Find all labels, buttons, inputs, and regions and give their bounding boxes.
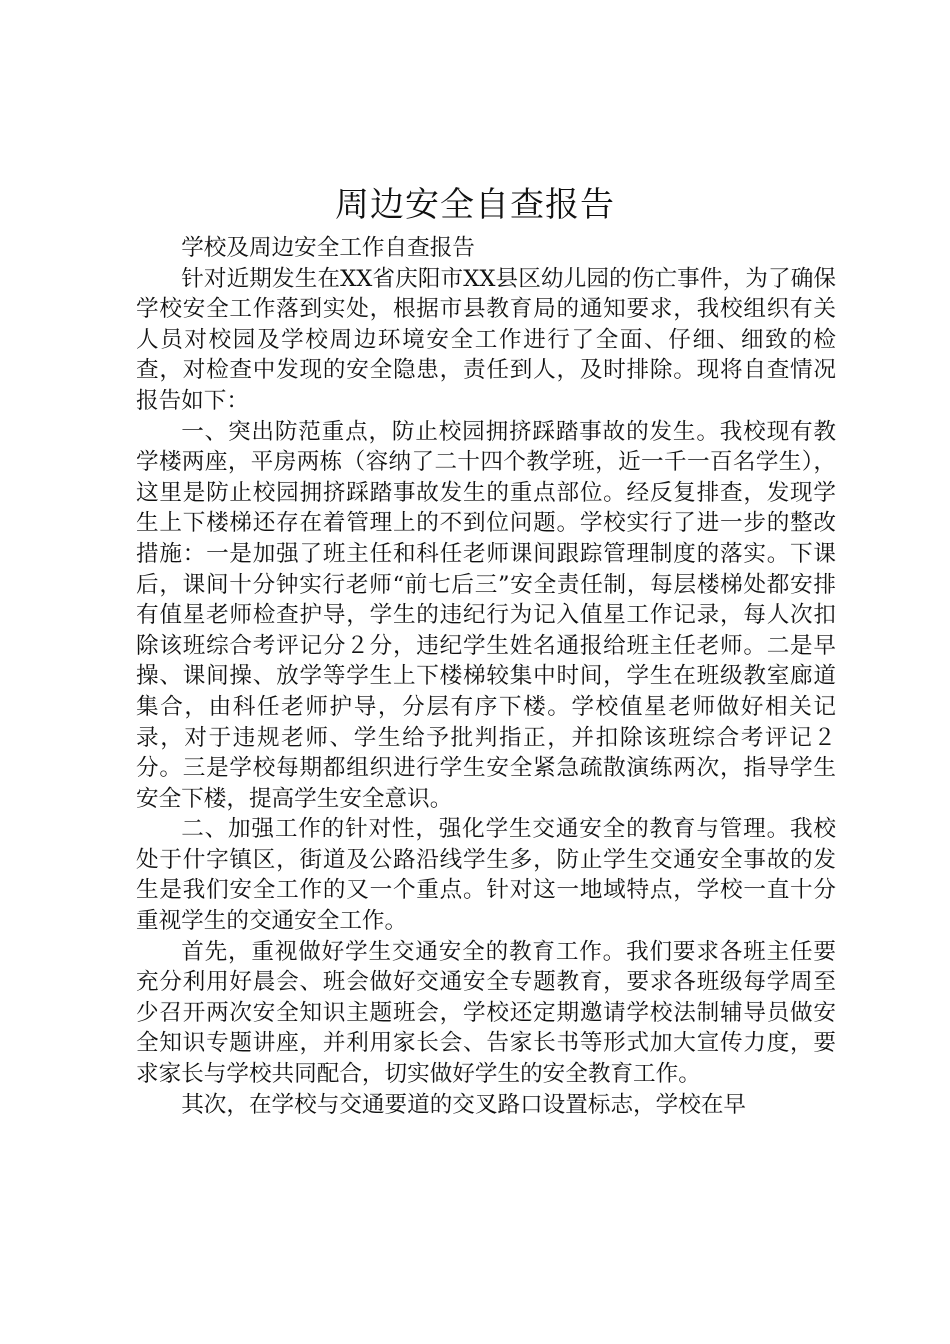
paragraph-first-measure: 首先，重视做好学生交通安全的教育工作。我们要求各班主任要充分利用好晨会、班会做好交通安全专题教育，要求各班级每学周至少召开两次安全知识主题班会，学校还定期邀请学校法制辅导员做安全知识专题讲座，并利用家长会、告家长书等形式加大宣传力度，要求家长与学校共同配合，切实做好学生的安全教育工作。 [136, 938, 836, 1088]
paragraph-section-2: 二、加强工作的针对性，强化学生交通安全的教育与管理。我校处于什字镇区，街道及公路沿线学生多，防止学生交通安全事故的发生是我们安全工作的又一个重点。针对这一地域特点，学校一直十分重视学生的交通安全工作。 [136, 816, 836, 935]
paragraph-section-1: 一、突出防范重点，防止校园拥挤踩踏事故的发生。我校现有教学楼两座，平房两栋（容纳了二十四个教学班，近一千一百名学生），这里是防止校园拥挤踩踏事故发生的重点部位。经反复排查，发现学生上下楼梯还存在着管理上的不到位问题。学校实行了进一步的整改措施：一是加强了班主任和科任老师课间跟踪管理制度的落实。下课后，课间十分钟实行老师“前七后三”安全责任制，每层楼梯处都安排有值星老师检查护导，学生的违纪行为记入值星工作记录，每人次扣除该班综合考评记分２分，违纪学生姓名通报给班主任老师。二是早操、课间操、放学等学生上下楼梯较集中时间，学生在班级教室廊道集合，由科任老师护导，分层有序下楼。学校值星老师做好相关记录，对于违规老师、学生给予批判指正，并扣除该班综合考评记２分。三是学校每期都组织进行学生安全紧急疏散演练两次，指导学生安全下楼，提高学生安全意识。 [136, 418, 836, 812]
document-body [136, 233, 836, 1120]
document-title: 周边安全自查报告 [335, 185, 615, 225]
paragraph-second-measure: 其次，在学校与交通要道的交叉路口设置标志，学校在早 [181, 1091, 747, 1118]
paragraph-intro: 针对近期发生在XX省庆阳市XX县区幼儿园的伤亡事件，为了确保学校安全工作落到实处，根据市县教育局的通知要求，我校组织有关人员对校园及学校周边环境安全工作进行了全面、仔细、细致的检查，对检查中发现的安全隐患，责任到人，及时排除。现将自查情况报告如下： [136, 265, 836, 414]
paragraph-subtitle: 学校及周边安全工作自查报告 [181, 235, 475, 261]
